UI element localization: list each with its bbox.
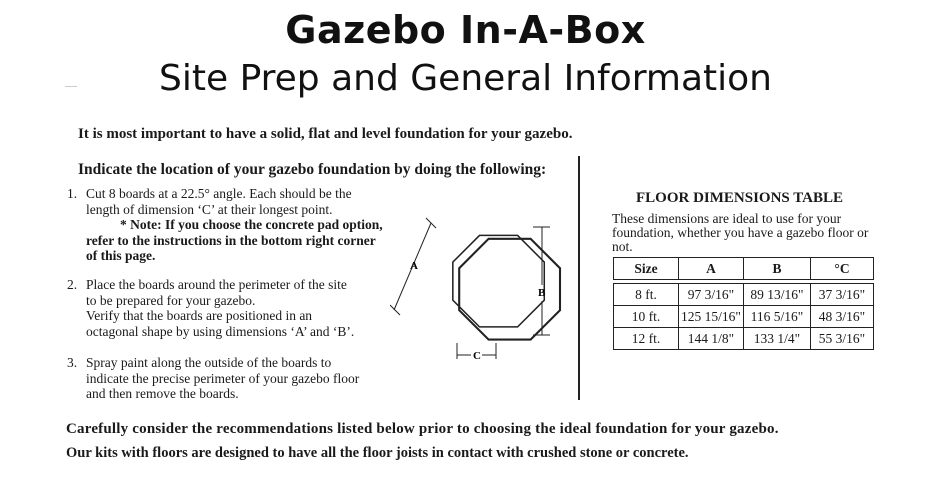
column-header: Size: [614, 258, 679, 280]
dimension-a-tick: [426, 218, 436, 228]
foundation-recommendation-text: Carefully consider the recommendations listed below prior to choosing the ideal foundation for your gazebo.: [66, 421, 779, 437]
table-cell: 37 3/16": [811, 284, 874, 306]
intro-instructions-heading: Indicate the location of your gazebo foundation by doing the following:: [78, 161, 547, 178]
step-line: Cut 8 boards at a 22.5° angle. Each should be the: [86, 186, 352, 201]
table-cell: 12 ft.: [614, 328, 679, 350]
table-row: [614, 328, 874, 350]
table-cell: 116 5/16": [744, 306, 811, 328]
octagon-inner: [453, 235, 544, 326]
octagon-diagram: [390, 205, 565, 370]
table-row: [614, 306, 874, 328]
column-divider: [578, 156, 580, 400]
table-title: FLOOR DIMENSIONS TABLE: [636, 190, 843, 206]
page-subtitle: Site Prep and General Information: [159, 58, 772, 99]
table-cell: 97 3/16": [679, 284, 744, 306]
table-description: These dimensions are ideal to use for your foundation, whether you have a gazebo floor or not.: [612, 211, 869, 254]
step-number: 1.: [67, 186, 78, 201]
step-1: [67, 186, 387, 264]
step-line: Place the boards around the perimeter of the site: [86, 277, 347, 292]
table-cell: 48 3/16": [811, 306, 874, 328]
table-cell: 55 3/16": [811, 328, 874, 350]
table-row: [614, 284, 874, 306]
step-line: indicate the precise perimeter of your gazebo floor: [86, 370, 360, 386]
floor-dimensions-table: [613, 257, 874, 350]
step-line: Verify that the boards are positioned in an: [86, 308, 313, 323]
column-header: B: [744, 258, 811, 280]
step-number: 3.: [67, 355, 78, 370]
step-line: octagonal shape by using dimensions ‘A’ and ‘B’.: [86, 323, 355, 339]
page-title: Gazebo In-A-Box: [285, 8, 646, 52]
table-cell: 144 1/8": [679, 328, 744, 350]
dimension-b-label: B: [538, 287, 546, 299]
step-line: and then remove the boards.: [86, 386, 239, 401]
column-header: A: [679, 258, 744, 280]
step-note-line: refer to the instructions in the bottom right corner: [86, 232, 376, 248]
table-cell: 125 15/16": [679, 306, 744, 328]
step-2: [67, 277, 387, 339]
intro-foundation-text: It is most important to have a solid, flat and level foundation for your gazebo.: [78, 126, 573, 142]
step-note-line: * Note: If you choose the concrete pad option,: [120, 217, 383, 232]
step-line: length of dimension ‘C’ at their longest point.: [86, 201, 333, 217]
step-line: Spray paint along the outside of the boards to: [86, 355, 332, 370]
step-number: 2.: [67, 277, 78, 292]
table-cell: 10 ft.: [614, 306, 679, 328]
table-header-row: [614, 258, 874, 280]
step-note-line: of this page.: [86, 248, 156, 263]
table-cell: 89 13/16": [744, 284, 811, 306]
step-3: [67, 355, 387, 402]
dimension-c-label: C: [473, 350, 481, 362]
column-header: °C: [811, 258, 874, 280]
step-line: to be prepared for your gazebo.: [86, 292, 256, 308]
table-cell: 8 ft.: [614, 284, 679, 306]
dimension-a-label: A: [410, 260, 418, 272]
floor-kits-note: Our kits with floors are designed to have all the floor joists in contact with crushed stone or concrete.: [66, 445, 689, 461]
table-cell: 133 1/4": [744, 328, 811, 350]
decorative-tick: [65, 86, 77, 87]
